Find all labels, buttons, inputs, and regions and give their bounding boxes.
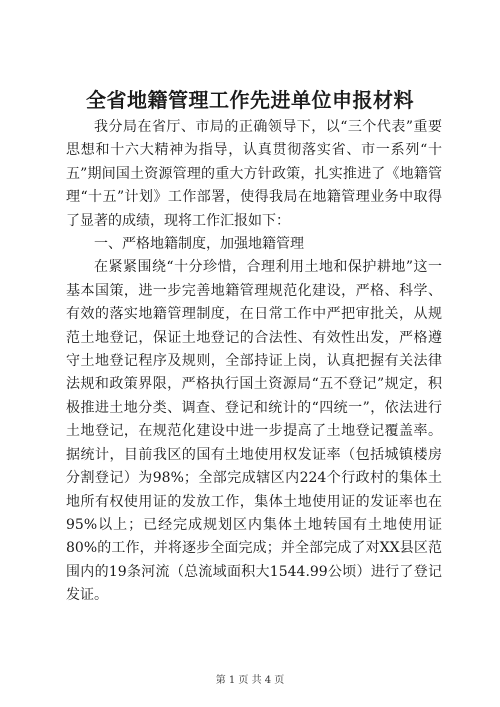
section-heading: 一、严格地籍制度，加强地籍管理 — [94, 236, 304, 253]
page-number-footer: 第 1 页 共 4 页 — [215, 675, 285, 686]
intro-paragraph: 我分局在省厅、市局的正确领导下，以“三个代表”重要思想和十六大精神为指导，认真贯彻落实省、市一系列“十五”期间国土资源管理的重大方针政策，扎实推进了《地籍管理“十五”计划》工作部署，使得我局在地籍管理业务中取得了显著的成绩，现将工作汇报如下： — [66, 119, 442, 229]
document-title: 全省地籍管理工作先进单位申报材料 — [86, 88, 414, 112]
document-body — [66, 116, 442, 608]
body-paragraph: 在紧紧围绕“十分珍惜，合理利用土地和保护耕地”这一基本国策，进一步完善地籍管理规范化建设，严格、科学、有效的落实地籍管理制度，在日常工作中严把审批关，从规范土地登记，保证土地登记的合法性、有效性出发，严格遵守土地登记程序及规则，全部持证上岗，认真把握有关法律法规和政策界限，严格执行国土资源局“五不登记”规定，积极推进土地分类、调查、登记和统计的“四统一”，依法进行土地登记，在规范化建设中进一步提高了土地登记覆盖率。据统计，目前我区的国有土地使用权发证率（包括城镇楼房分割登记）为98%；全部完成辖区内224个行政村的集体土地所有权使用证的发放工作，集体土地使用证的发证率也在95%以上；已经完成规划区内集体土地转国有土地使用证80%的工作，并将逐步全面完成；并全部完成了对XX县区范围内的19条河流（总流域面积大1544.99公顷）进行了登记发证。 — [66, 259, 442, 604]
